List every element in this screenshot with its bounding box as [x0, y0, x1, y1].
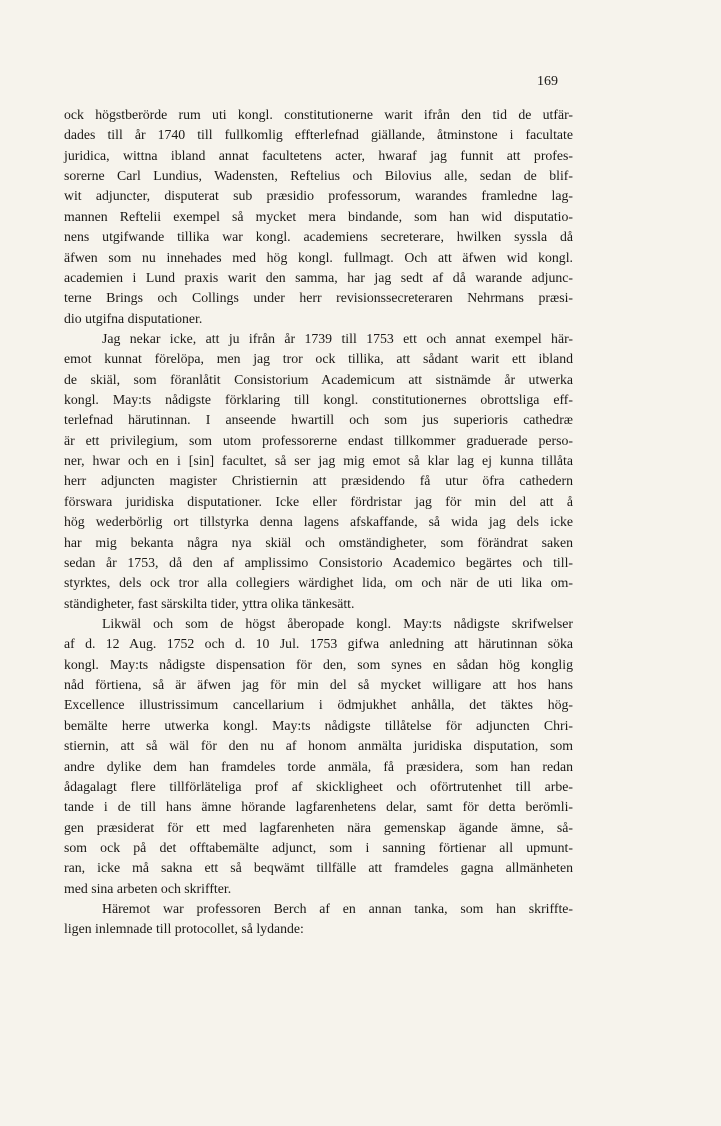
text-line: Häremot war professoren Berch af en annan tanka, som han skriffte- [102, 901, 573, 917]
text-line: juridica, wittna ibland annat facultetens acter, hwaraf jag funnit att profes- [64, 147, 573, 163]
text-line: terne Brings och Collings under herr revisionssecreteraren Nehrmans præsi- [64, 290, 573, 306]
text-line: som ock på det offtabemälte adjunct, som i sanning förtienar all upmunt- [64, 839, 573, 855]
text-line: nåd förtiena, så är äfwen jag för min del så mycket willigare att hos hans [64, 677, 573, 693]
text-line: har mig bekanta några nya skiäl och omständigheter, som förändrat saken [64, 534, 573, 550]
text-line: herr adjuncten magister Christiernin att præsidendo få utur öfra cathedern [64, 473, 573, 489]
text-line: ock högstberörde rum uti kongl. constitutionerne warit ifrån den tid de utfär- [64, 107, 573, 122]
text-line: academien i Lund praxis warit den samma, har jag sedt af då warande adjunc- [64, 269, 573, 285]
text-line: ständigheter, fast särskilta tider, yttra olika tänkesätt. [64, 595, 355, 611]
text-line: ner, hwar och en i [sin] facultet, så ser jag mig emot så klar lag ej kunna tillåta [64, 453, 573, 469]
text-line: Excellence illustrissimum cancellarium i ödmjukhet anhålla, det täktes hög- [64, 697, 573, 713]
text-line: gen præsiderat för ett med lagfarenheten nära gemenskap ägande ämne, så- [64, 819, 573, 835]
text-line: ådagalagt flere tillförläteliga prof af skickligheet och oförtrutenhet till arbe- [64, 778, 573, 794]
text-line: andre dylike dem han framdeles torde anmäla, få præsidera, som han redan [64, 758, 573, 774]
text-line: af d. 12 Aug. 1752 och d. 10 Jul. 1753 gifwa anledning att härutinnan söka [64, 636, 573, 652]
text-line: med sina arbeten och skriffter. [64, 880, 232, 896]
text-line: dio utgifna disputationer. [64, 310, 203, 326]
text-line: Likwäl och som de högst åberopade kongl. May:ts nådigste skrifwelser [102, 615, 573, 631]
text-line: bemälte herre utwerka kongl. May:ts nådigste tillåtelse för adjuncten Chri- [64, 717, 573, 733]
text-line: Jag nekar icke, att ju ifrån år 1739 till 1753 ett och annat exempel här- [102, 330, 573, 346]
text-line: styrktes, dels ock tror alla collegiers wärdighet lida, om och när de uti lika om- [64, 575, 573, 591]
text-line: sedan år 1753, då den af amplissimo Consistorio Academico begärtes och till- [64, 554, 573, 570]
text-line: ran, icke må sakna ett så beqwämt tillfälle att framdeles gagna allmänheten [64, 860, 573, 876]
text-line: sorerne Carl Lundius, Wadensten, Reftelius och Bilovius alle, sedan de blif- [64, 168, 573, 184]
text-line: stiernin, att så wäl för den nu af honom anmälta juridiska disputation, som [64, 738, 573, 754]
text-line: wit adjuncter, disputerat sub præsidio professorum, warandes framledne lag- [64, 188, 573, 204]
text-line: nens utgifwande tillika war kongl. academiens secreterare, hwilken syssla då [64, 229, 573, 245]
text-line: tande i de till hans ämne hörande lagfarenhetens delar, samt för detta berömli- [64, 799, 573, 815]
text-line: ligen inlemnade till protocollet, så lydande: [64, 921, 304, 937]
text-line: förswara juridiska disputationer. Icke eller fördristar jag för min del att å [64, 493, 573, 509]
body-text [64, 105, 573, 940]
text-line: kongl. May:ts nådigste förklaring till kongl. constitutionernes obrottsliga eff- [64, 392, 573, 408]
text-line: kongl. May:ts nådigste dispensation för den, som synes en sådan hög konglig [64, 656, 573, 672]
text-line: de skiäl, som föranlåtit Consistorium Academicum att sistnämde år utwerka [64, 371, 573, 387]
text-line: äfwen som nu innehades med hög kongl. fullmagt. Och att äfwen wid kongl. [64, 249, 573, 265]
text-line: emot kunnat förelöpa, men jag tror ock tillika, att sådant warit ett ibland [64, 351, 573, 367]
text-line: är ett privilegium, som utom professorerne endast tillkommer graduerade perso- [64, 432, 573, 448]
text-line: mannen Reftelii exempel så mycket mera bindande, som han wid disputatio- [64, 208, 573, 224]
page-number: 169 [537, 74, 558, 89]
text-line: dades till år 1740 till fullkomlig effterlefnad giällande, åtminstone i facultate [64, 127, 573, 143]
text-line: terlefnad härutinnan. I anseende hwartill och som jus superioris cathedræ [64, 412, 573, 428]
text-line: hög wederbörlig ort tillstyrka denna lagens afskaffande, så wida jag dels icke [64, 514, 573, 530]
